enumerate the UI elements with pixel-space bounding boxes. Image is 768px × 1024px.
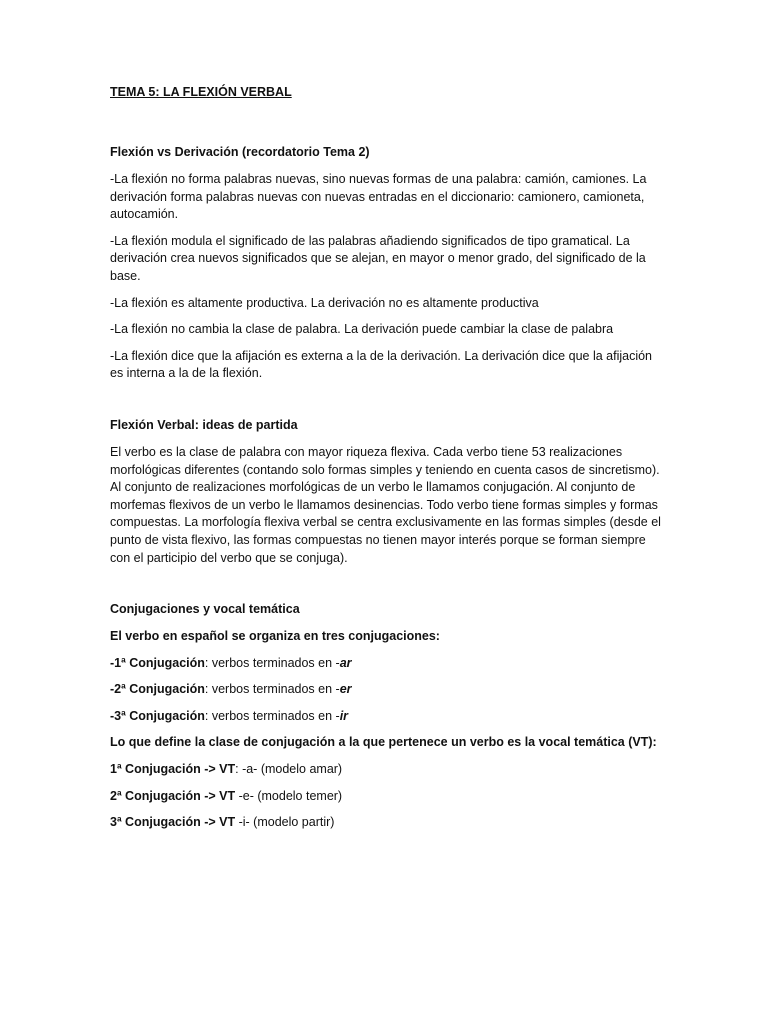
- list-item-vt-1: [110, 761, 664, 779]
- paragraph: -La flexión no cambia la clase de palabra. La derivación puede cambiar la clase de palabra: [110, 322, 614, 337]
- conjugation-suffix: er: [339, 682, 352, 697]
- section-heading-flexion-derivacion: Flexión vs Derivación (recordatorio Tema 2): [110, 145, 370, 159]
- list-item-conjugation-3: [110, 708, 664, 726]
- paragraph: -La flexión no forma palabras nuevas, sino nuevas formas de una palabra: camión, camiones. La derivación forma palabras nuevas con nuevas entradas en el diccionario: camionero, camioneta, autocamión.: [110, 172, 647, 222]
- conjugation-suffix: ir: [339, 708, 349, 723]
- list-item-conjugation-2: [110, 681, 664, 699]
- conjugation-desc: : verbos terminados en -: [204, 682, 340, 697]
- paragraph: -La flexión modula el significado de las palabras añadiendo significados de tipo gramatical. La derivación crea nuevos significados que se alejan, en mayor o menor grado, del significado de la base.: [110, 233, 646, 283]
- conjugation-desc: : verbos terminados en -: [204, 708, 340, 723]
- vt-desc: -e- (modelo temer): [235, 788, 343, 803]
- conjugation-label: -2ª Conjugación: [110, 682, 205, 697]
- vt-desc: : -a- (modelo amar): [235, 762, 343, 777]
- vt-label: 3ª Conjugación -> VT: [110, 815, 236, 830]
- list-item-vt-3: [110, 814, 664, 832]
- vt-desc: -i- (modelo partir): [235, 815, 335, 830]
- vt-label: 2ª Conjugación -> VT: [110, 788, 236, 803]
- conjugation-label: -3ª Conjugación: [110, 708, 205, 723]
- paragraph: El verbo es la clase de palabra con mayor riqueza flexiva. Cada verbo tiene 53 realizaciones morfológicas diferentes (contando solo formas simples y teniendo en cuenta casos de sincretismo). Al conjunto de realizaciones morfológicas de un verbo le llamamos conjugación. Al conjunto de morfemas flexivos de un verbo le llamamos desinencias. Todo verbo tiene formas simples y formas compuestas. La morfología flexiva verbal se centra exclusivamente en las formas simples (desde el punto de vista flexivo, las formas compuestas no tienen mayor interés porque se forman siempre con el participio del verbo que se conjuga).: [110, 444, 661, 565]
- vt-label: 1ª Conjugación -> VT: [110, 762, 236, 777]
- section-heading-conjugaciones: Conjugaciones y vocal temática: [110, 602, 300, 617]
- paragraph-intro: El verbo en español se organiza en tres conjugaciones:: [110, 629, 440, 644]
- conjugation-desc: : verbos terminados en -: [204, 655, 340, 670]
- paragraph-vt-definition: Lo que define la clase de conjugación a la que pertenece un verbo es la vocal temática (VT):: [110, 735, 657, 750]
- section-heading-ideas-partida: Flexión Verbal: ideas de partida: [110, 417, 298, 432]
- paragraph: -La flexión es altamente productiva. La derivación no es altamente productiva: [110, 295, 539, 310]
- document-title: TEMA 5: LA FLEXIÓN VERBAL: [110, 85, 292, 99]
- list-item-vt-2: [110, 788, 664, 806]
- paragraph: -La flexión dice que la afijación es externa a la de la derivación. La derivación dice que la afijación es interna a la de la flexión.: [110, 348, 653, 381]
- conjugation-label: -1ª Conjugación: [110, 655, 205, 670]
- conjugation-suffix: ar: [339, 655, 352, 670]
- list-item-conjugation-1: [110, 655, 664, 673]
